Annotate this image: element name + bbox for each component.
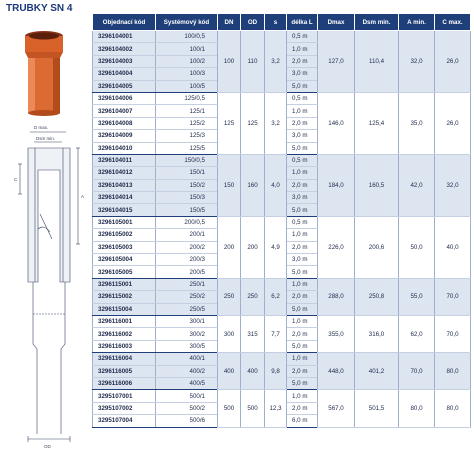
length-cell: 1,0 m xyxy=(287,229,318,241)
col-header: délka L xyxy=(287,14,318,31)
s-cell: 3,2 xyxy=(265,31,287,93)
system-code-cell: 200/2 xyxy=(156,241,218,253)
length-cell: 1,0 m xyxy=(287,43,318,55)
length-cell: 0,5 m xyxy=(287,31,318,43)
a-min-cell: 42,0 xyxy=(399,154,435,216)
order-code-cell: 3296104004 xyxy=(93,68,156,80)
order-code-cell: 3296116005 xyxy=(93,365,156,377)
dn-cell: 200 xyxy=(218,216,241,278)
col-header: Systémový kód xyxy=(156,14,218,31)
product-group xyxy=(93,92,471,154)
length-cell: 3,0 m xyxy=(287,130,318,142)
dsm-cell: 401,2 xyxy=(355,353,399,390)
product-group xyxy=(93,390,471,427)
system-code-cell: 500/6 xyxy=(156,415,218,427)
order-code-cell: 3295107001 xyxy=(93,390,156,402)
system-code-cell: 125/2 xyxy=(156,117,218,129)
system-code-cell: 150/3 xyxy=(156,192,218,204)
system-code-cell: 300/2 xyxy=(156,328,218,340)
c-max-cell: 70,0 xyxy=(435,278,471,315)
system-code-cell: 125/0,5 xyxy=(156,92,218,104)
system-code-cell: 400/1 xyxy=(156,353,218,365)
a-min-cell: 80,0 xyxy=(399,390,435,427)
s-cell: 4,0 xyxy=(265,154,287,216)
length-cell: 5,0 m xyxy=(287,303,318,315)
table-row xyxy=(93,353,471,365)
length-cell: 2,0 m xyxy=(287,291,318,303)
system-code-cell: 300/5 xyxy=(156,340,218,352)
dmax-cell: 127,0 xyxy=(318,31,355,93)
dsm-cell: 160,5 xyxy=(355,154,399,216)
order-code-cell: 3296116001 xyxy=(93,315,156,327)
label-c: C xyxy=(14,177,18,182)
order-code-cell: 3296104005 xyxy=(93,80,156,92)
length-cell: 6,0 m xyxy=(287,415,318,427)
dmax-cell: 288,0 xyxy=(318,278,355,315)
c-max-cell: 40,0 xyxy=(435,216,471,278)
dsm-cell: 200,6 xyxy=(355,216,399,278)
length-cell: 2,0 m xyxy=(287,328,318,340)
system-code-cell: 125/5 xyxy=(156,142,218,154)
system-code-cell: 200/5 xyxy=(156,266,218,278)
order-code-cell: 3296104006 xyxy=(93,92,156,104)
a-min-cell: 55,0 xyxy=(399,278,435,315)
system-code-cell: 100/2 xyxy=(156,55,218,67)
system-code-cell: 200/1 xyxy=(156,229,218,241)
table-row xyxy=(93,390,471,402)
dn-cell: 400 xyxy=(218,353,241,390)
length-cell: 2,0 m xyxy=(287,55,318,67)
dsm-cell: 316,0 xyxy=(355,315,399,352)
product-group xyxy=(93,315,471,352)
product-group xyxy=(93,31,471,93)
c-max-cell: 26,0 xyxy=(435,92,471,154)
order-code-cell: 3296104002 xyxy=(93,43,156,55)
length-cell: 2,0 m xyxy=(287,402,318,414)
dmax-cell: 226,0 xyxy=(318,216,355,278)
length-cell: 0,5 m xyxy=(287,216,318,228)
dn-cell: 300 xyxy=(218,315,241,352)
order-code-cell: 3296116002 xyxy=(93,328,156,340)
od-cell: 125 xyxy=(241,92,265,154)
product-group xyxy=(93,353,471,390)
od-cell: 160 xyxy=(241,154,265,216)
dsm-cell: 250,8 xyxy=(355,278,399,315)
dsm-cell: 110,4 xyxy=(355,31,399,93)
a-min-cell: 50,0 xyxy=(399,216,435,278)
od-cell: 200 xyxy=(241,216,265,278)
product-group xyxy=(93,216,471,278)
order-code-cell: 3295107004 xyxy=(93,415,156,427)
pipe-spec-table xyxy=(92,13,471,428)
order-code-cell: 3296105003 xyxy=(93,241,156,253)
order-code-cell: 3296105002 xyxy=(93,229,156,241)
c-max-cell: 32,0 xyxy=(435,154,471,216)
length-cell: 5,0 m xyxy=(287,80,318,92)
col-header: Dmax xyxy=(318,14,355,31)
pipe-technical-drawing xyxy=(18,132,80,442)
order-code-cell: 3296105001 xyxy=(93,216,156,228)
order-code-cell: 3296104013 xyxy=(93,179,156,191)
length-cell: 3,0 m xyxy=(287,192,318,204)
table-row xyxy=(93,31,471,43)
system-code-cell: 400/2 xyxy=(156,365,218,377)
a-min-cell: 32,0 xyxy=(399,31,435,93)
order-code-cell: 3296105004 xyxy=(93,254,156,266)
c-max-cell: 70,0 xyxy=(435,315,471,352)
system-code-cell: 500/2 xyxy=(156,402,218,414)
col-header: C max. xyxy=(435,14,471,31)
system-code-cell: 100/5 xyxy=(156,80,218,92)
dmax-cell: 448,0 xyxy=(318,353,355,390)
length-cell: 3,0 m xyxy=(287,68,318,80)
system-code-cell: 150/1 xyxy=(156,167,218,179)
length-cell: 5,0 m xyxy=(287,204,318,216)
length-cell: 1,0 m xyxy=(287,105,318,117)
length-cell: 5,0 m xyxy=(287,340,318,352)
label-a: A xyxy=(81,194,85,199)
system-code-cell: 150/5 xyxy=(156,204,218,216)
system-code-cell: 200/3 xyxy=(156,254,218,266)
dmax-cell: 184,0 xyxy=(318,154,355,216)
order-code-cell: 3296104010 xyxy=(93,142,156,154)
order-code-cell: 3295107002 xyxy=(93,402,156,414)
system-code-cell: 150/2 xyxy=(156,179,218,191)
system-code-cell: 125/1 xyxy=(156,105,218,117)
length-cell: 3,0 m xyxy=(287,254,318,266)
table-header-row xyxy=(93,14,471,31)
order-code-cell: 3296116004 xyxy=(93,353,156,365)
order-code-cell: 3296104009 xyxy=(93,130,156,142)
system-code-cell: 500/1 xyxy=(156,390,218,402)
length-cell: 2,0 m xyxy=(287,365,318,377)
col-header: Objednací kód xyxy=(93,14,156,31)
order-code-cell: 3296104001 xyxy=(93,31,156,43)
col-header: DN xyxy=(218,14,241,31)
c-max-cell: 26,0 xyxy=(435,31,471,93)
system-code-cell: 250/2 xyxy=(156,291,218,303)
a-min-cell: 70,0 xyxy=(399,353,435,390)
order-code-cell: 3296115004 xyxy=(93,303,156,315)
table-row xyxy=(93,154,471,166)
order-code-cell: 3296115002 xyxy=(93,291,156,303)
dmax-cell: 146,0 xyxy=(318,92,355,154)
order-code-cell: 3296104007 xyxy=(93,105,156,117)
system-code-cell: 100/3 xyxy=(156,68,218,80)
product-group xyxy=(93,154,471,216)
label-dmax: D max. xyxy=(34,125,49,130)
label-dsm: Dsm min. xyxy=(36,136,55,141)
s-cell: 3,2 xyxy=(265,92,287,154)
s-cell: 4,9 xyxy=(265,216,287,278)
length-cell: 2,0 m xyxy=(287,241,318,253)
col-header: A min. xyxy=(399,14,435,31)
dn-cell: 150 xyxy=(218,154,241,216)
order-code-cell: 3296116006 xyxy=(93,377,156,389)
system-code-cell: 150/0,5 xyxy=(156,154,218,166)
system-code-cell: 250/5 xyxy=(156,303,218,315)
length-cell: 5,0 m xyxy=(287,142,318,154)
pipe-photo xyxy=(25,31,63,116)
length-cell: 5,0 m xyxy=(287,266,318,278)
c-max-cell: 80,0 xyxy=(435,353,471,390)
label-od: OD xyxy=(44,444,51,449)
length-cell: 1,0 m xyxy=(287,390,318,402)
a-min-cell: 62,0 xyxy=(399,315,435,352)
dn-cell: 500 xyxy=(218,390,241,427)
length-cell: 0,5 m xyxy=(287,92,318,104)
order-code-cell: 3296104003 xyxy=(93,55,156,67)
col-header: OD xyxy=(241,14,265,31)
dmax-cell: 355,0 xyxy=(318,315,355,352)
length-cell: 2,0 m xyxy=(287,179,318,191)
dsm-cell: 125,4 xyxy=(355,92,399,154)
od-cell: 500 xyxy=(241,390,265,427)
s-cell: 6,2 xyxy=(265,278,287,315)
dn-cell: 250 xyxy=(218,278,241,315)
system-code-cell: 125/3 xyxy=(156,130,218,142)
order-code-cell: 3296104012 xyxy=(93,167,156,179)
c-max-cell: 80,0 xyxy=(435,390,471,427)
od-cell: 400 xyxy=(241,353,265,390)
dn-cell: 125 xyxy=(218,92,241,154)
system-code-cell: 100/1 xyxy=(156,43,218,55)
system-code-cell: 100/0,5 xyxy=(156,31,218,43)
length-cell: 1,0 m xyxy=(287,167,318,179)
system-code-cell: 250/1 xyxy=(156,278,218,290)
length-cell: 1,0 m xyxy=(287,353,318,365)
system-code-cell: 200/0,5 xyxy=(156,216,218,228)
length-cell: 1,0 m xyxy=(287,278,318,290)
col-header: Dsm min. xyxy=(355,14,399,31)
s-cell: 12,3 xyxy=(265,390,287,427)
dn-cell: 100 xyxy=(218,31,241,93)
od-cell: 110 xyxy=(241,31,265,93)
table-row xyxy=(93,216,471,228)
table-row xyxy=(93,315,471,327)
length-cell: 2,0 m xyxy=(287,117,318,129)
table-row xyxy=(93,278,471,290)
order-code-cell: 3296104014 xyxy=(93,192,156,204)
length-cell: 1,0 m xyxy=(287,315,318,327)
table-row xyxy=(93,92,471,104)
product-group xyxy=(93,278,471,315)
dsm-cell: 501,5 xyxy=(355,390,399,427)
pipe-illustration xyxy=(0,14,92,457)
od-cell: 250 xyxy=(241,278,265,315)
order-code-cell: 3296115001 xyxy=(93,278,156,290)
page-title: TRUBKY SN 4 xyxy=(6,3,73,14)
order-code-cell: 3296105005 xyxy=(93,266,156,278)
col-header: s xyxy=(265,14,287,31)
system-code-cell: 300/1 xyxy=(156,315,218,327)
length-cell: 0,5 m xyxy=(287,154,318,166)
order-code-cell: 3296104011 xyxy=(93,154,156,166)
od-cell: 315 xyxy=(241,315,265,352)
order-code-cell: 3296104008 xyxy=(93,117,156,129)
system-code-cell: 400/5 xyxy=(156,377,218,389)
s-cell: 9,8 xyxy=(265,353,287,390)
order-code-cell: 3296104015 xyxy=(93,204,156,216)
s-cell: 7,7 xyxy=(265,315,287,352)
a-min-cell: 35,0 xyxy=(399,92,435,154)
dmax-cell: 567,0 xyxy=(318,390,355,427)
order-code-cell: 3296116003 xyxy=(93,340,156,352)
length-cell: 5,0 m xyxy=(287,377,318,389)
